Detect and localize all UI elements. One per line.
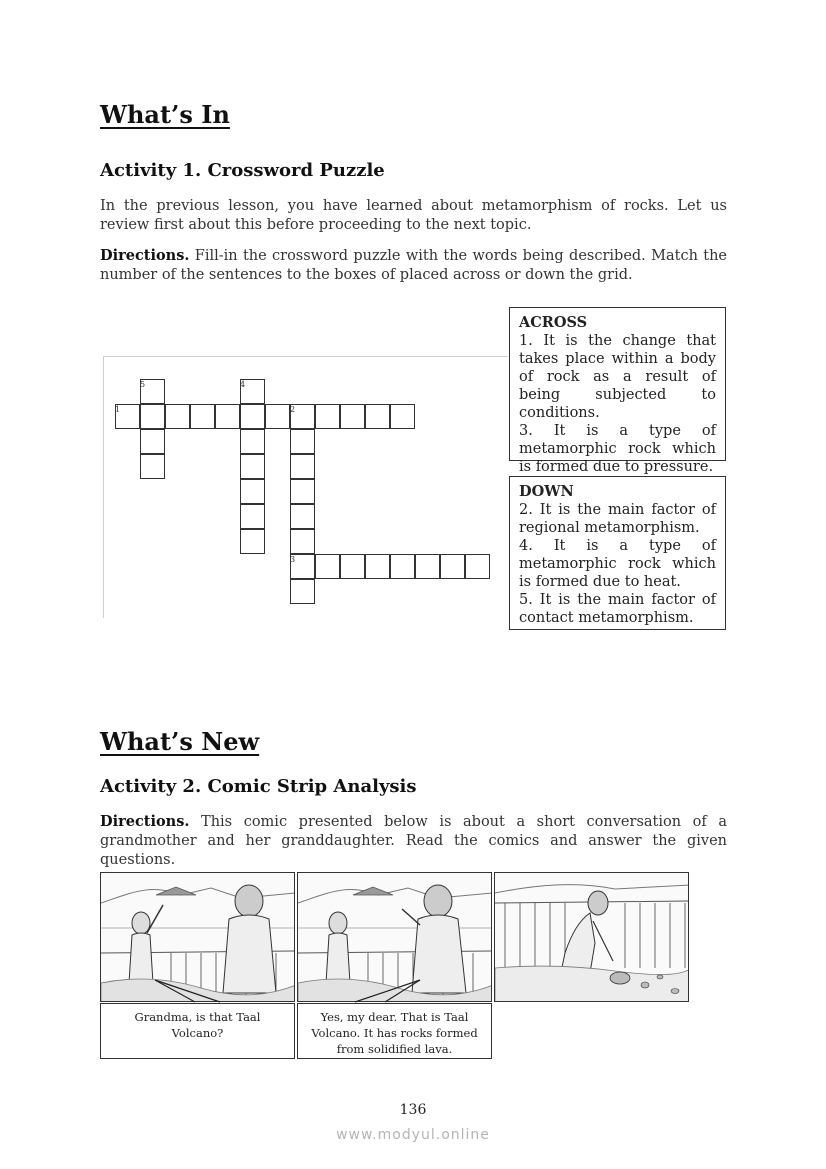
crossword-cell[interactable] [365, 554, 390, 579]
directions-label: Directions. [100, 813, 190, 830]
crossword-cell[interactable] [290, 479, 315, 504]
down-clue-5: 5. It is the main factor of contact metamorphism. [519, 592, 716, 626]
crossword-cell[interactable] [140, 404, 165, 429]
crossword-cell[interactable] [290, 529, 315, 554]
down-heading: DOWN [519, 483, 574, 500]
crossword-frame-left [103, 356, 104, 618]
crossword-cell[interactable] [240, 504, 265, 529]
crossword-cell[interactable] [315, 404, 340, 429]
activity-2-directions [100, 812, 727, 870]
directions-text: Fill-in the crossword puzzle with the words being described. Match the number of the sentences to the boxes of placed across or down the grid. [100, 248, 727, 283]
crossword-cell[interactable] [265, 404, 290, 429]
crossword-cell[interactable] [390, 554, 415, 579]
crossword-cell[interactable] [290, 579, 315, 604]
comic-panel-3 [494, 872, 689, 1002]
crossword-cell[interactable] [140, 454, 165, 479]
crossword-cell[interactable] [140, 429, 165, 454]
activity-1-directions [100, 246, 727, 285]
activity-1-intro: In the previous lesson, you have learned about metamorphism of rocks. Let us review first about this before proceeding to the next topic. [100, 198, 727, 233]
across-clues-box [509, 307, 726, 475]
section-title-whats-in: What’s In [100, 100, 230, 129]
watermark: www.modyul.online [336, 1127, 490, 1143]
section-title-whats-new: What’s New [100, 727, 260, 756]
crossword-cell[interactable] [215, 404, 240, 429]
down-clue-2: 2. It is the main factor of regional metamorphism. [519, 502, 716, 536]
comic-caption-2: Yes, my dear. That is Taal Volcano. It has rocks formed from solidified lava. [297, 1003, 492, 1059]
crossword-number-1: 1 [115, 405, 121, 414]
crossword-cell[interactable] [415, 554, 440, 579]
comic-caption-1: Grandma, is that Taal Volcano? [100, 1003, 295, 1059]
crossword-cell[interactable] [390, 404, 415, 429]
down-clue-4: 4. It is a type of metamorphic rock which is formed due to heat. [519, 538, 716, 590]
across-clue-3: 3. It is a type of metamorphic rock which is formed due to pressure. [519, 423, 716, 475]
crossword-cell[interactable] [190, 404, 215, 429]
crossword-number-4: 4 [240, 380, 246, 389]
page-number: 136 [399, 1102, 427, 1118]
across-heading: ACROSS [519, 314, 588, 331]
activity-1-title: Activity 1. Crossword Puzzle [100, 160, 385, 181]
crossword-cell[interactable] [165, 404, 190, 429]
crossword-cell[interactable] [290, 429, 315, 454]
crossword-cell[interactable] [240, 404, 265, 429]
crossword-cell[interactable] [440, 554, 465, 579]
crossword-frame-top [103, 356, 508, 357]
crossword-number-5: 5 [140, 380, 146, 389]
activity-2-title: Activity 2. Comic Strip Analysis [100, 776, 417, 797]
crossword-number-2: 2 [290, 405, 296, 414]
crossword-cell[interactable] [290, 504, 315, 529]
crossword-cell[interactable] [365, 404, 390, 429]
crossword-cell[interactable] [340, 404, 365, 429]
crossword-number-3: 3 [290, 555, 296, 564]
across-clue-1: 1. It is the change that takes place within a body of rock as a result of being subjected to conditions. [519, 333, 716, 421]
directions-text: This comic presented below is about a short conversation of a grandmother and her granddaughter. Read the comics and answer the given questions. [100, 814, 727, 868]
crossword-cell[interactable] [315, 554, 340, 579]
crossword-cell[interactable] [240, 454, 265, 479]
crossword-cell[interactable] [290, 454, 315, 479]
crossword-cell[interactable] [340, 554, 365, 579]
down-clues-box [509, 476, 726, 630]
crossword-cell[interactable] [240, 479, 265, 504]
crossword-cell[interactable] [240, 429, 265, 454]
directions-label: Directions. [100, 247, 190, 264]
crossword-cell[interactable] [240, 529, 265, 554]
comic-illustration-3 [495, 873, 689, 1002]
crossword-cell[interactable] [465, 554, 490, 579]
